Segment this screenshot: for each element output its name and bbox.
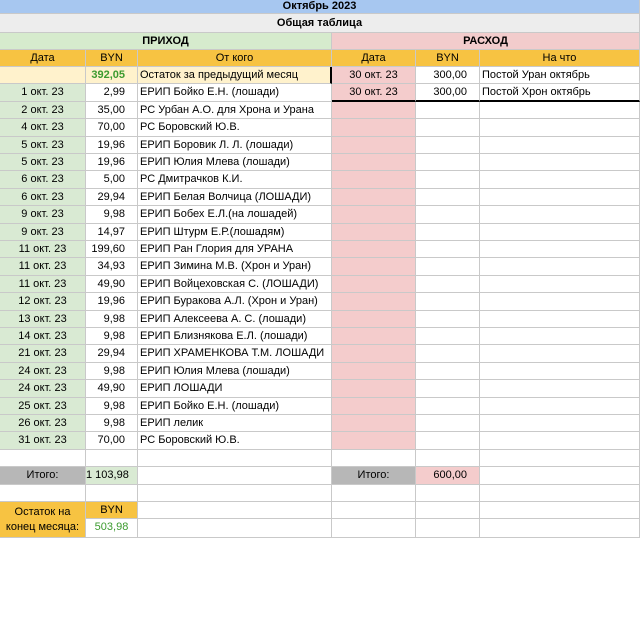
blank-cell	[416, 519, 480, 538]
income-col-header: BYN	[86, 50, 138, 67]
expense-amount-empty	[416, 206, 480, 223]
expense-col-header: На что	[480, 50, 640, 67]
income-amount: 70,00	[86, 432, 138, 449]
income-from: РС Урбан А.О. для Хрона и Урана	[138, 102, 332, 119]
income-date: 9 окт. 23	[0, 224, 86, 241]
income-date: 1 окт. 23	[0, 84, 86, 101]
blank-cell	[86, 450, 138, 467]
blank-cell	[138, 467, 332, 484]
blank-cell	[138, 485, 332, 502]
blank-cell	[480, 502, 640, 519]
expense-purpose: Постой Уран октябрь	[480, 67, 640, 84]
expense-amount: 300,00	[416, 67, 480, 84]
expense-total-value: 600,00	[416, 467, 480, 484]
income-date: 9 окт. 23	[0, 206, 86, 223]
blank-cell	[332, 485, 416, 502]
expense-amount-empty	[416, 102, 480, 119]
expense-date-empty	[332, 224, 416, 241]
expense-purpose-empty	[480, 380, 640, 397]
expense-date-empty	[332, 415, 416, 432]
expense-amount-empty	[416, 258, 480, 275]
balance-value: 503,98	[86, 519, 138, 538]
expense-amount-empty	[416, 398, 480, 415]
carry-over-amount: 392,05	[86, 67, 138, 84]
balance-label-line2: конец месяца:	[5, 521, 80, 533]
expense-date: 30 окт. 23	[332, 84, 416, 101]
blank-cell	[332, 519, 416, 538]
income-date: 5 окт. 23	[0, 154, 86, 171]
expense-section-header: РАСХОД	[332, 33, 640, 50]
income-col-header: От кого	[138, 50, 332, 67]
income-amount: 9,98	[86, 415, 138, 432]
expense-date-empty	[332, 311, 416, 328]
income-amount: 19,96	[86, 154, 138, 171]
income-from: ЕРИП Войцеховская С. (ЛОШАДИ)	[138, 276, 332, 293]
income-date: 11 окт. 23	[0, 258, 86, 275]
income-amount: 9,98	[86, 328, 138, 345]
blank-cell	[416, 485, 480, 502]
income-from: ЕРИП Зимина М.В. (Хрон и Уран)	[138, 258, 332, 275]
expense-date-empty	[332, 276, 416, 293]
income-date: 5 окт. 23	[0, 137, 86, 154]
expense-amount: 300,00	[416, 84, 480, 101]
expense-purpose-empty	[480, 328, 640, 345]
carry-over-blank	[0, 67, 86, 84]
income-section-header: ПРИХОД	[0, 33, 332, 50]
income-date: 26 окт. 23	[0, 415, 86, 432]
blank-cell	[86, 485, 138, 502]
income-date: 24 окт. 23	[0, 380, 86, 397]
expense-purpose-empty	[480, 398, 640, 415]
expense-amount-empty	[416, 311, 480, 328]
expense-col-header: BYN	[416, 50, 480, 67]
expense-date-empty	[332, 102, 416, 119]
blank-cell	[480, 519, 640, 538]
expense-date-empty	[332, 293, 416, 310]
expense-total-label: Итого:	[332, 467, 416, 484]
expense-date-empty	[332, 119, 416, 136]
income-from: ЕРИП Белая Волчица (ЛОШАДИ)	[138, 189, 332, 206]
expense-purpose-empty	[480, 189, 640, 206]
blank-cell	[480, 450, 640, 467]
table-title: Общая таблица	[0, 14, 640, 33]
income-from: ЕРИП Юлия Млева (лошади)	[138, 363, 332, 380]
expense-purpose-empty	[480, 258, 640, 275]
expense-purpose-empty	[480, 363, 640, 380]
income-amount: 70,00	[86, 119, 138, 136]
income-date: 6 окт. 23	[0, 189, 86, 206]
expense-date-empty	[332, 171, 416, 188]
income-date: 11 окт. 23	[0, 241, 86, 258]
expense-purpose-empty	[480, 311, 640, 328]
expense-amount-empty	[416, 276, 480, 293]
income-amount: 2,99	[86, 84, 138, 101]
income-from: РС Боровский Ю.В.	[138, 119, 332, 136]
income-amount: 34,93	[86, 258, 138, 275]
expense-purpose-empty	[480, 137, 640, 154]
income-date: 2 окт. 23	[0, 102, 86, 119]
income-date: 24 окт. 23	[0, 363, 86, 380]
expense-date-empty	[332, 328, 416, 345]
expense-date: 30 окт. 23	[332, 67, 416, 84]
income-from: ЕРИП Близнякова Е.Л. (лошади)	[138, 328, 332, 345]
expense-purpose-empty	[480, 276, 640, 293]
income-from: ЕРИП Бобех Е.Л.(на лошадей)	[138, 206, 332, 223]
income-from: ЕРИП ХРАМЕНКОВА Т.М. ЛОШАДИ	[138, 345, 332, 362]
blank-cell	[480, 467, 640, 484]
expense-col-header: Дата	[332, 50, 416, 67]
expense-date-empty	[332, 432, 416, 449]
blank-cell	[0, 450, 86, 467]
blank-cell	[0, 485, 86, 502]
expense-date-empty	[332, 345, 416, 362]
income-from: РС Боровский Ю.В.	[138, 432, 332, 449]
expense-amount-empty	[416, 137, 480, 154]
income-from: РС Дмитрачков К.И.	[138, 171, 332, 188]
income-from: ЕРИП Буракова А.Л. (Хрон и Уран)	[138, 293, 332, 310]
income-date: 13 окт. 23	[0, 311, 86, 328]
expense-date-empty	[332, 189, 416, 206]
expense-amount-empty	[416, 224, 480, 241]
blank-cell	[332, 502, 416, 519]
income-from: ЕРИП Ран Глория для УРАНА	[138, 241, 332, 258]
expense-amount-empty	[416, 119, 480, 136]
income-amount: 49,90	[86, 380, 138, 397]
expense-amount-empty	[416, 380, 480, 397]
income-from: ЕРИП Боровик Л. Л. (лошади)	[138, 137, 332, 154]
balance-label-line1: Остаток на	[14, 506, 71, 518]
income-amount: 9,98	[86, 398, 138, 415]
expense-purpose-empty	[480, 102, 640, 119]
blank-cell	[138, 502, 332, 519]
expense-purpose-empty	[480, 119, 640, 136]
expense-purpose-empty	[480, 293, 640, 310]
income-amount: 35,00	[86, 102, 138, 119]
income-amount: 19,96	[86, 137, 138, 154]
expense-amount-empty	[416, 189, 480, 206]
income-from: ЕРИП Алексеева А. С. (лошади)	[138, 311, 332, 328]
income-from: ЕРИП Штурм Е.Р.(лошадям)	[138, 224, 332, 241]
expense-amount-empty	[416, 241, 480, 258]
income-amount: 9,98	[86, 311, 138, 328]
expense-purpose-empty	[480, 224, 640, 241]
income-amount: 49,90	[86, 276, 138, 293]
balance-currency: BYN	[86, 502, 138, 519]
expense-date-empty	[332, 154, 416, 171]
expense-date-empty	[332, 137, 416, 154]
income-date: 6 окт. 23	[0, 171, 86, 188]
income-amount: 9,98	[86, 206, 138, 223]
income-amount: 14,97	[86, 224, 138, 241]
income-from: ЕРИП лелик	[138, 415, 332, 432]
blank-cell	[138, 450, 332, 467]
expense-date-empty	[332, 241, 416, 258]
expense-purpose: Постой Хрон октябрь	[480, 84, 640, 101]
expense-date-empty	[332, 206, 416, 223]
blank-cell	[138, 519, 332, 538]
income-amount: 9,98	[86, 363, 138, 380]
income-amount: 5,00	[86, 171, 138, 188]
income-amount: 29,94	[86, 345, 138, 362]
income-from: ЕРИП Юлия Млева (лошади)	[138, 154, 332, 171]
income-date: 11 окт. 23	[0, 276, 86, 293]
expense-purpose-empty	[480, 415, 640, 432]
blank-cell	[480, 485, 640, 502]
blank-cell	[416, 502, 480, 519]
month-title: Октябрь 2023	[0, 0, 640, 14]
expense-amount-empty	[416, 328, 480, 345]
expense-purpose-empty	[480, 432, 640, 449]
expense-amount-empty	[416, 415, 480, 432]
income-date: 31 окт. 23	[0, 432, 86, 449]
expense-purpose-empty	[480, 345, 640, 362]
expense-purpose-empty	[480, 154, 640, 171]
carry-over-label: Остаток за предыдущий месяц	[138, 67, 332, 84]
expense-purpose-empty	[480, 241, 640, 258]
income-date: 21 окт. 23	[0, 345, 86, 362]
income-amount: 29,94	[86, 189, 138, 206]
blank-cell	[332, 450, 416, 467]
income-date: 4 окт. 23	[0, 119, 86, 136]
income-date: 25 окт. 23	[0, 398, 86, 415]
expense-purpose-empty	[480, 206, 640, 223]
expense-purpose-empty	[480, 171, 640, 188]
expense-amount-empty	[416, 154, 480, 171]
expense-amount-empty	[416, 171, 480, 188]
expense-amount-empty	[416, 363, 480, 380]
expense-amount-empty	[416, 432, 480, 449]
income-total-label: Итого:	[0, 467, 86, 484]
expense-amount-empty	[416, 345, 480, 362]
income-col-header: Дата	[0, 50, 86, 67]
expense-amount-empty	[416, 293, 480, 310]
income-date: 14 окт. 23	[0, 328, 86, 345]
expense-date-empty	[332, 398, 416, 415]
expense-date-empty	[332, 258, 416, 275]
income-total-value: 1 103,98	[86, 467, 138, 484]
expense-date-empty	[332, 363, 416, 380]
income-amount: 199,60	[86, 241, 138, 258]
income-date: 12 окт. 23	[0, 293, 86, 310]
income-from: ЕРИП ЛОШАДИ	[138, 380, 332, 397]
blank-cell	[416, 450, 480, 467]
expense-date-empty	[332, 380, 416, 397]
income-amount: 19,96	[86, 293, 138, 310]
income-from: ЕРИП Бойко Е.Н. (лошади)	[138, 398, 332, 415]
balance-label	[0, 502, 86, 538]
income-from: ЕРИП Бойко Е.Н. (лошади)	[138, 84, 332, 101]
